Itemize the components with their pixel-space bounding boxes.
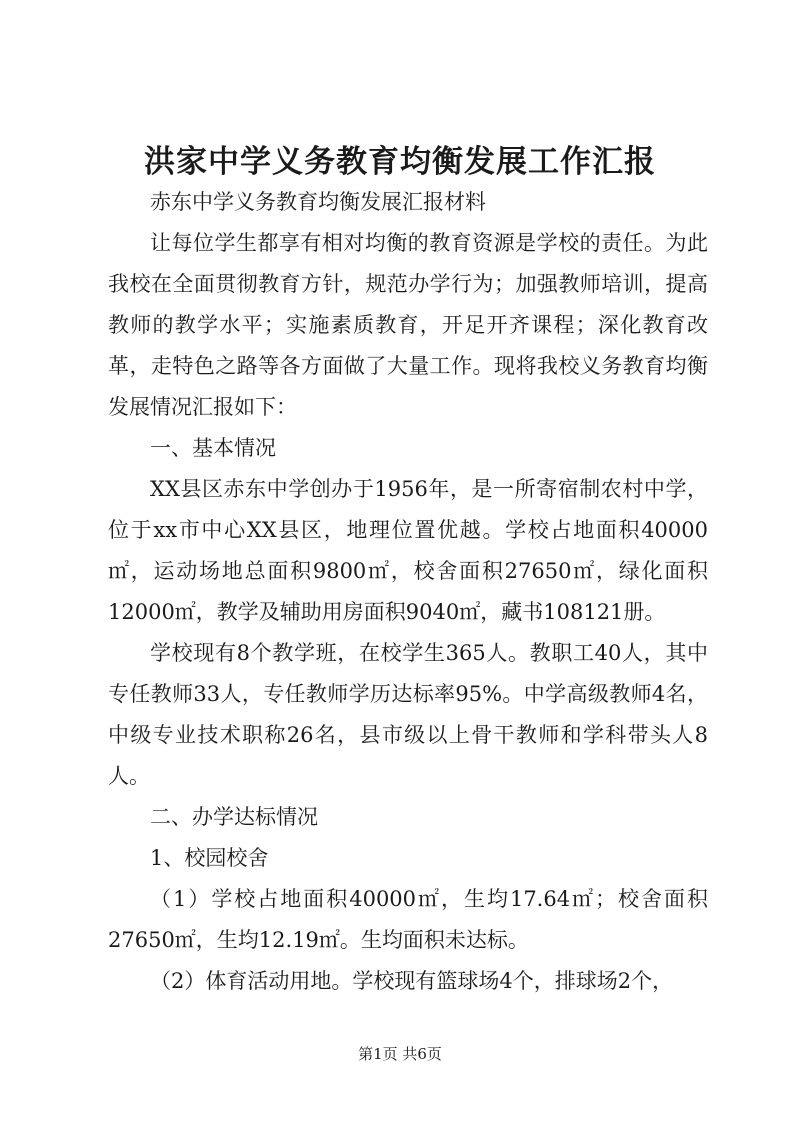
basic-info-paragraph: XX县区赤东中学创办于1956年，是一所寄宿制农村中学，位于xx市中心XX县区，地理位置优越。学校占地面积40000㎡，运动场地总面积9800㎡，校舍面积27650㎡，绿化面积12000㎡，教学及辅助用房面积9040㎡，藏书108121册。 bbox=[108, 477, 708, 624]
intro-paragraph: 让每位学生都享有相对均衡的教育资源是学校的责任。为此我校在全面贯彻教育方针，规范办学行为；加强教师培训，提高教师的教学水平；实施素质教育，开足开齐课程；深化教育改革，走特色之路等各方面做了大量工作。现将我校义务教育均衡发展情况汇报如下： bbox=[108, 231, 708, 419]
document-title: 洪家中学义务教育均衡发展工作汇报 bbox=[144, 144, 656, 180]
page-footer: 第1页 共6页 bbox=[358, 1045, 442, 1063]
section-heading-standards: 二、办学达标情况 bbox=[150, 805, 318, 829]
subtitle-paragraph: 赤东中学义务教育均衡发展汇报材料 bbox=[150, 190, 486, 214]
subsection-heading-campus: 1、校园校舍 bbox=[150, 846, 269, 870]
campus-area-paragraph: （1）学校占地面积40000㎡，生均17.64㎡；校舍面积27650㎡，生均12.19㎡。生均面积未达标。 bbox=[108, 887, 708, 952]
document-body bbox=[108, 182, 708, 1002]
staff-info-paragraph: 学校现有8个教学班，在校学生365人。教职工40人，其中专任教师33人，专任教师学历达标率95%。中学高级教师4名，中级专业技术职称26名，县市级以上骨干教师和学科带头人8人。 bbox=[108, 641, 708, 788]
section-heading-basic: 一、基本情况 bbox=[150, 436, 276, 460]
sports-ground-paragraph: （2）体育活动用地。学校现有篮球场4个，排球场2个， bbox=[150, 969, 674, 993]
